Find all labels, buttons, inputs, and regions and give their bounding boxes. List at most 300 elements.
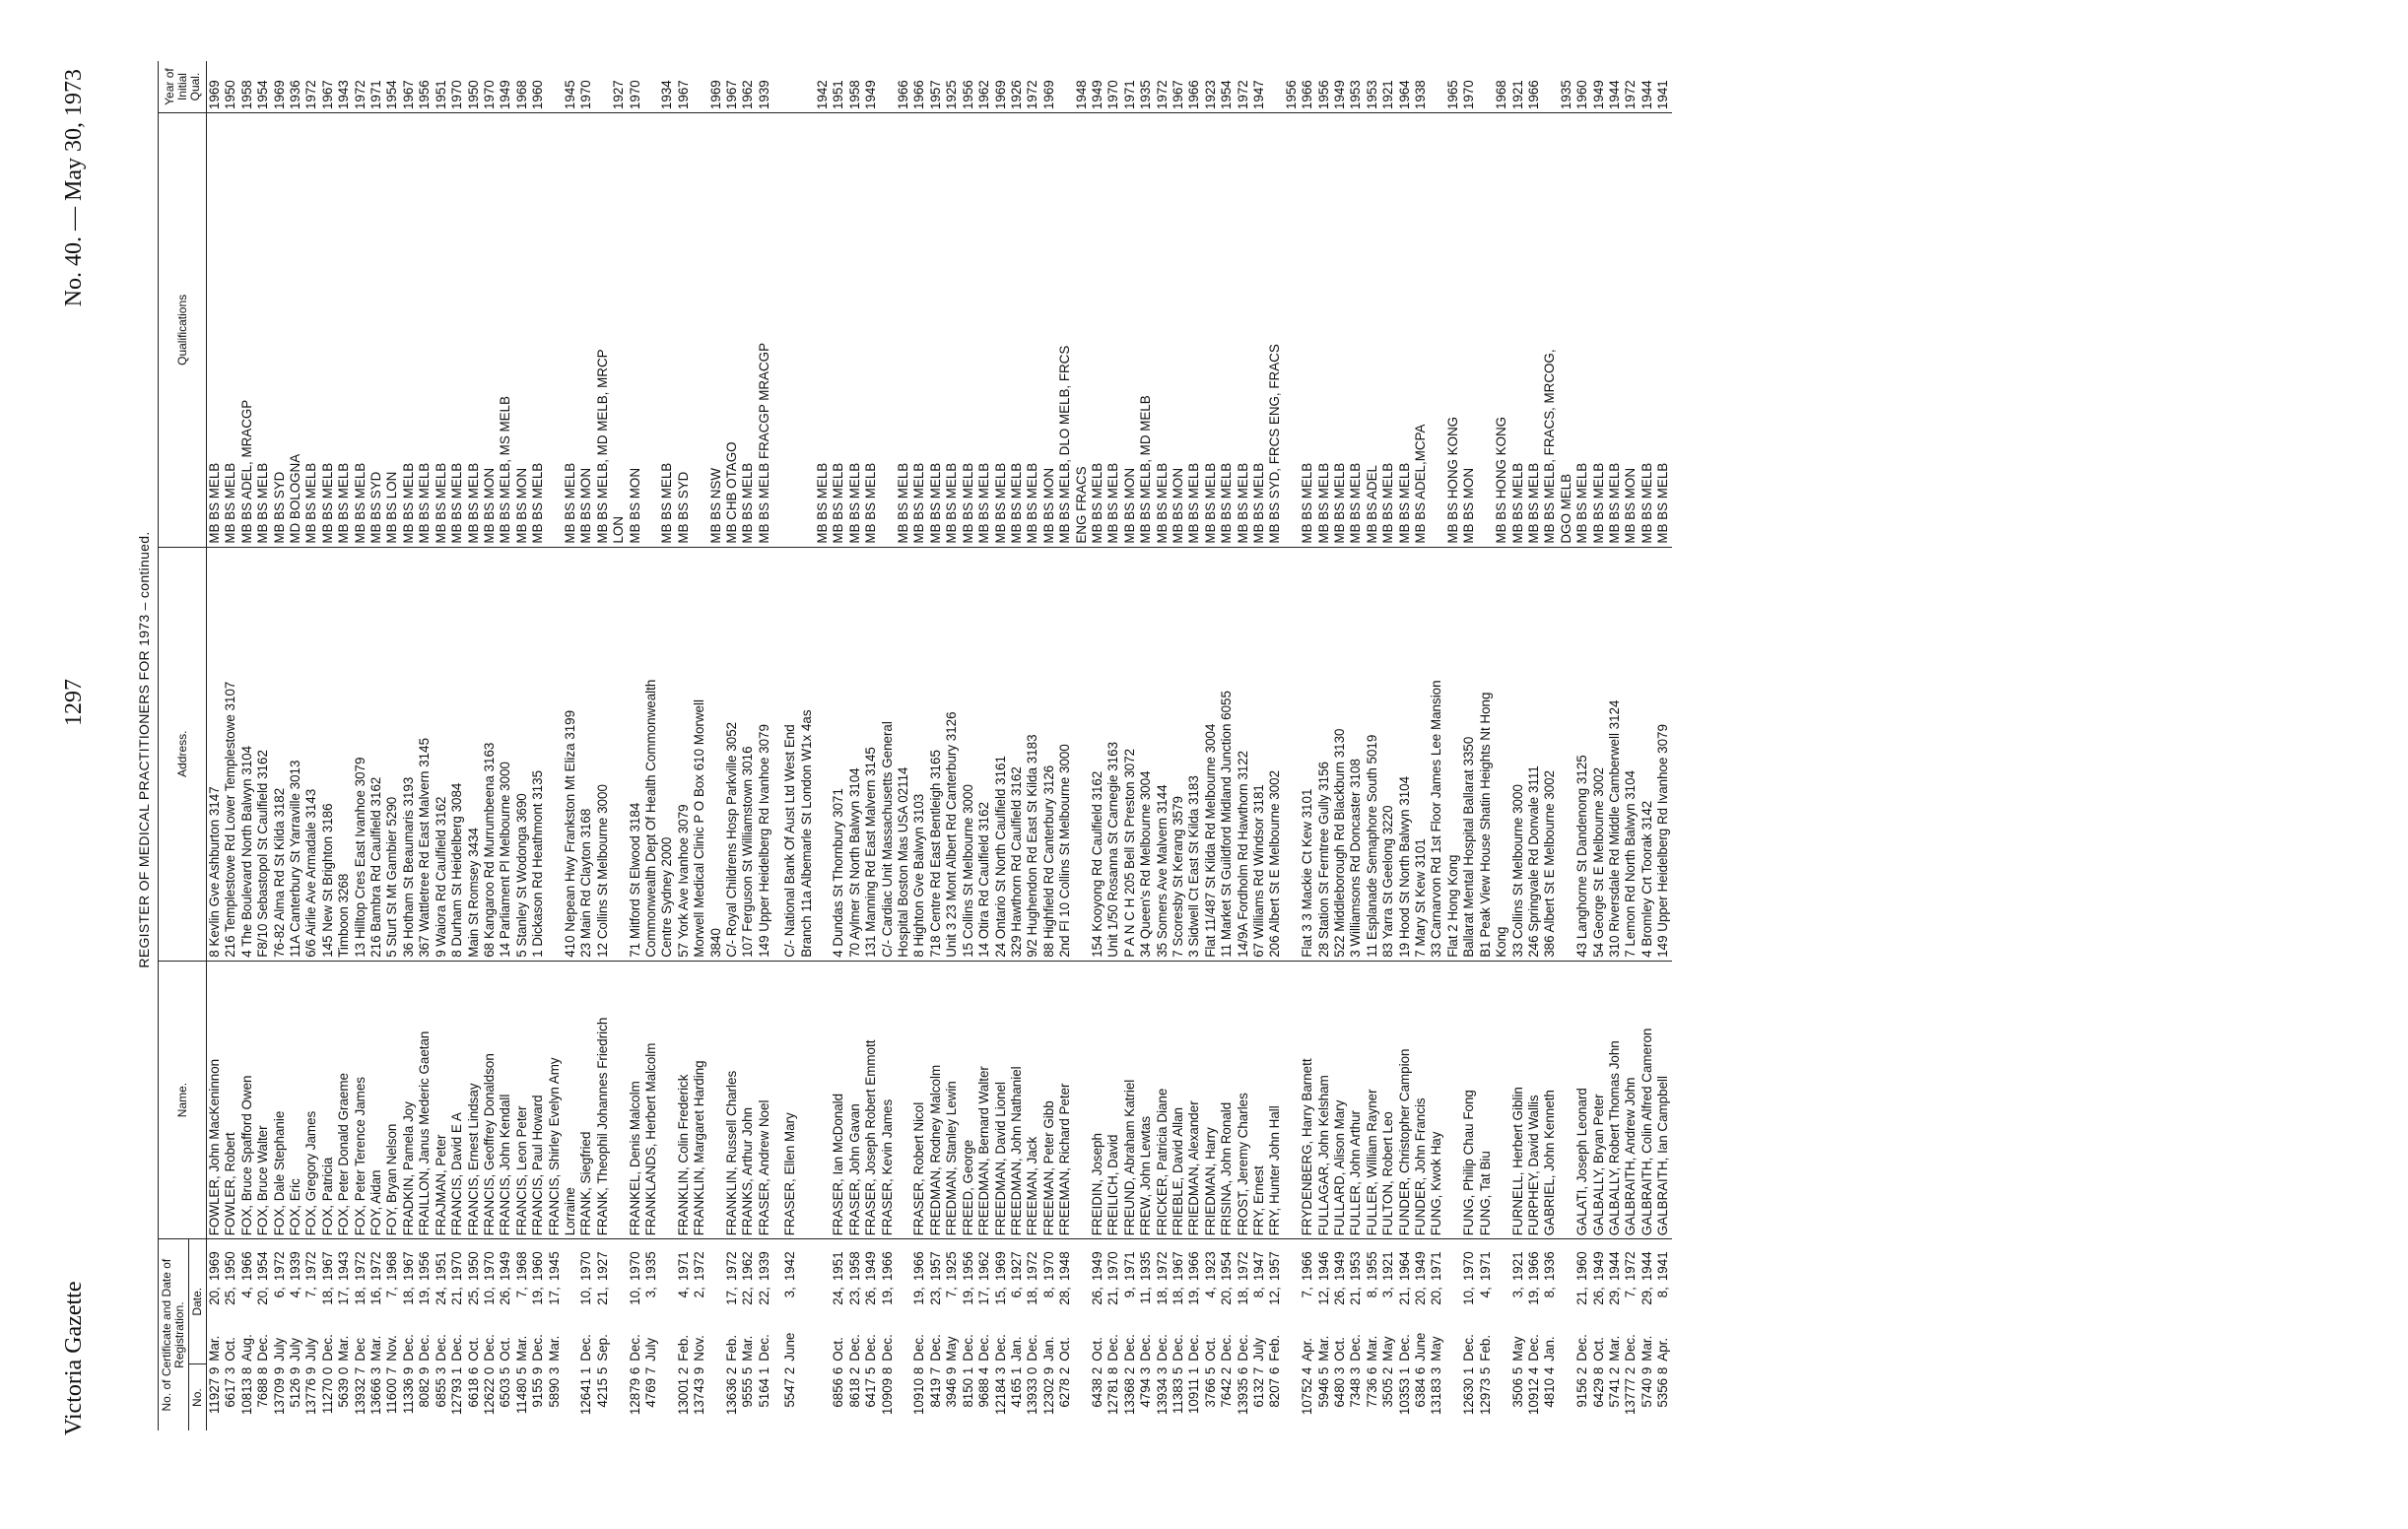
practitioner-name: FRANKLIN, Colin Frederick — [676, 961, 692, 1238]
certificate-number: 8207 6 — [1267, 1366, 1283, 1408]
registration-month: June — [1413, 1332, 1429, 1362]
initial-qualification-year: 1951 — [831, 61, 846, 113]
registration-year — [659, 1239, 675, 1284]
initial-qualification-year: 1956 — [961, 61, 976, 113]
initial-qualification-year: 1943 — [336, 61, 352, 113]
practitioner-qualifications — [1284, 113, 1300, 548]
table-row — [547, 61, 563, 1430]
practitioner-name: FRASER, Kevin James — [880, 961, 896, 1238]
certificate-number: 6618 6 — [465, 1366, 481, 1408]
registration-day: 18, — [1235, 1287, 1250, 1305]
table-row — [1332, 61, 1348, 1430]
initial-qualification-year: 1969 — [1041, 61, 1057, 113]
certificate-number: 13932 7 — [352, 1366, 368, 1416]
certificate-number: 6384 6 — [1413, 1366, 1429, 1408]
initial-qualification-year: 1950 — [466, 61, 482, 113]
registration-year: 1949 — [1332, 1251, 1348, 1282]
table-row — [1478, 61, 1494, 1430]
initial-qualification-year: 1969 — [207, 61, 224, 113]
practitioner-qualifications: MB BS MELB — [530, 113, 546, 548]
initial-qualification-year: 1941 — [1655, 61, 1671, 113]
registration-year: 1966 — [1186, 1251, 1202, 1282]
practitioner-name: GALBRAITH, Colin Alfred Cameron — [1639, 961, 1655, 1238]
practitioner-qualifications: MB BS MON — [1623, 113, 1639, 548]
registration-month: Mar. — [513, 1335, 529, 1362]
registration-year: 1972 — [271, 1251, 287, 1282]
registration-year: 1956 — [960, 1251, 975, 1282]
practitioner-qualifications: MB BS SYD — [272, 113, 288, 548]
practitioner-address: 71 Mitford St Elwood 3184 — [628, 547, 643, 961]
registration-day: 26, — [1332, 1287, 1348, 1305]
practitioner-qualifications: MB BS MELB — [1316, 113, 1332, 548]
registration-day: 17, — [336, 1287, 352, 1305]
registration-day: 7, — [1623, 1287, 1639, 1298]
certificate-number — [1445, 1364, 1461, 1430]
practitioner-qualifications: MB BS MON — [514, 113, 530, 548]
registration-year: 1949 — [1413, 1251, 1429, 1282]
registration-month: Dec. — [1396, 1334, 1412, 1362]
table-row — [961, 61, 976, 1430]
initial-qualification-year: 1958 — [239, 61, 255, 113]
practitioner-name: GALATI, Joseph Leonard — [1574, 961, 1590, 1238]
registration-day: 21, — [594, 1287, 610, 1305]
table-row — [1574, 61, 1590, 1430]
registration-month — [563, 1320, 578, 1364]
registration-month: Dec. — [255, 1334, 271, 1362]
practitioner-name: FRASER, Ian McDonald — [831, 961, 846, 1238]
table-row — [514, 61, 530, 1430]
registration-year: 1957 — [927, 1251, 943, 1282]
registration-year: 1966 — [911, 1251, 927, 1282]
practitioner-name: FRANKEL, Denis Malcolm — [628, 961, 643, 1238]
practitioner-address: 8 Durham St Heidelberg 3084 — [449, 547, 465, 961]
practitioner-name: FRASER, Andrew Noel — [757, 961, 772, 1238]
practitioner-address: 3 Sidwell Ct East St Kilda 3183 — [1186, 547, 1202, 961]
registration-month: Mar. — [740, 1335, 756, 1362]
certificate-number: 10910 8 — [911, 1366, 927, 1416]
practitioner-name: FULTON, Robert Leo — [1380, 961, 1396, 1238]
practitioner-name: FOY, Aidan — [368, 961, 384, 1238]
registration-year: 1967 — [319, 1251, 335, 1282]
registration-year: 1971 — [1429, 1251, 1444, 1282]
registration-year: 1970 — [1105, 1251, 1121, 1282]
certificate-number: 4215 5 — [594, 1366, 610, 1408]
initial-qualification-year: 1939 — [757, 61, 772, 113]
practitioner-qualifications: MB BS MELB — [1251, 113, 1267, 548]
certificate-number: 4810 4 — [1542, 1366, 1558, 1408]
certificate-number: 12641 1 — [578, 1366, 594, 1416]
registration-year: 1972 — [1154, 1251, 1170, 1282]
registration-year — [611, 1239, 627, 1284]
practitioner-address — [815, 547, 831, 961]
registration-year — [896, 1239, 911, 1284]
practitioner-name: FRANK, Siegfried — [578, 961, 594, 1238]
registration-day: 21, — [1396, 1287, 1412, 1305]
registration-month: Dec. — [992, 1334, 1008, 1362]
initial-qualification-year: 1972 — [1236, 61, 1251, 113]
practitioner-address: 7 Mary St Kew 3101 — [1413, 547, 1429, 961]
certificate-number: 6856 6 — [831, 1366, 846, 1408]
table-row — [239, 61, 255, 1430]
practitioner-address: 36 Hotham St Beaumaris 3193 — [401, 547, 417, 961]
practitioner-name: FRASER, John Gavan — [847, 961, 863, 1238]
practitioner-qualifications: LON — [611, 113, 627, 548]
registration-day: 9, — [1121, 1287, 1137, 1298]
registration-month: Mar. — [1315, 1335, 1331, 1362]
table-row — [1639, 61, 1655, 1430]
registration-day: 15, — [992, 1287, 1008, 1305]
registration-year — [1559, 1239, 1574, 1284]
registration-day: 18, — [1170, 1287, 1185, 1305]
registration-month — [1284, 1320, 1300, 1364]
practitioner-qualifications: MB BS MELB — [944, 113, 960, 548]
certificate-number: 6278 2 — [1057, 1366, 1073, 1408]
registration-month: Mar. — [368, 1335, 384, 1362]
table-row — [1155, 61, 1171, 1430]
practitioner-name: FUNDER, Christopher Campion — [1397, 961, 1413, 1238]
registration-year: 1949 — [1089, 1251, 1104, 1282]
registration-year: 1954 — [255, 1251, 271, 1282]
registration-day: 20, — [207, 1287, 222, 1305]
practitioner-qualifications: MB BS MELB, MD MELB, MRCP — [595, 113, 611, 548]
registration-year: 1921 — [1380, 1251, 1396, 1282]
practitioner-name: FOY, Bryan Nelson — [384, 961, 400, 1238]
practitioner-qualifications: MB BS MELB — [911, 113, 927, 548]
practitioner-address: 131 Manning Rd East Malvern 3145 — [863, 547, 879, 961]
practitioner-qualifications: MB BS MELB, MS MELB — [498, 113, 513, 548]
registration-month: July — [288, 1337, 303, 1362]
practitioner-address: 522 Middleborough Rd Blackburn 3130 — [1332, 547, 1348, 961]
registration-day: 19, — [960, 1287, 975, 1305]
initial-qualification-year: 1962 — [740, 61, 756, 113]
table-row — [782, 61, 798, 1430]
registration-year: 1966 — [879, 1251, 895, 1282]
initial-qualification-year: 1970 — [1105, 61, 1121, 113]
registration-month: Mar. — [207, 1335, 222, 1362]
registration-month: Mar. — [546, 1335, 562, 1362]
registration-month: Dec. — [433, 1334, 448, 1362]
registration-month — [815, 1320, 831, 1364]
table-row — [1397, 61, 1413, 1430]
certificate-number: 12879 6 — [627, 1366, 642, 1416]
practitioner-name: FULLER, William Rayner — [1365, 961, 1380, 1238]
registration-day: 8, — [1251, 1287, 1266, 1298]
practitioner-address: 76-82 Alma Rd St Kilda 3182 — [272, 547, 288, 961]
registration-day — [815, 1284, 831, 1320]
registration-month: Oct. — [465, 1337, 481, 1362]
registration-year: 1935 — [1138, 1251, 1154, 1282]
registration-day: 12, — [1267, 1287, 1283, 1305]
registration-month: Dec. — [1170, 1334, 1185, 1362]
registration-day: 10, — [627, 1287, 642, 1305]
table-row — [1122, 61, 1138, 1430]
table-row — [384, 61, 400, 1430]
registration-month: May — [944, 1336, 960, 1362]
table-row — [708, 61, 724, 1430]
certificate-number: 12630 1 — [1461, 1366, 1477, 1416]
practitioner-qualifications: MB BS SYD — [676, 113, 692, 548]
certificate-number: 11480 5 — [513, 1366, 529, 1415]
table-row — [1025, 61, 1040, 1430]
registration-year: 1943 — [336, 1251, 352, 1282]
registration-day: 19, — [911, 1287, 927, 1305]
initial-qualification-year: 1934 — [659, 61, 675, 113]
registration-day: 29, — [1639, 1287, 1654, 1305]
practitioner-address: 8 Kevlin Gve Ashburton 3147 — [207, 547, 224, 961]
practitioner-name: FROST, Jeremy Charles — [1236, 961, 1251, 1238]
registration-day: 20, — [1413, 1287, 1429, 1305]
certificate-number: 7736 6 — [1364, 1366, 1379, 1408]
initial-qualification-year: 1969 — [993, 61, 1009, 113]
initial-qualification-year: 1956 — [417, 61, 433, 113]
initial-qualification-year: 1967 — [724, 61, 740, 113]
practitioner-qualifications: MB BS SYD, FRCS ENG, FRACS — [1267, 113, 1283, 548]
certificate-number: 10911 1 — [1186, 1366, 1202, 1415]
practitioner-qualifications: MB BS MELB — [563, 113, 578, 548]
table-row — [336, 61, 352, 1430]
practitioner-qualifications: MB BS MELB — [207, 113, 224, 548]
issue-date: No. 40. — May 30, 1973 — [61, 69, 87, 307]
registration-year: 1942 — [782, 1251, 798, 1282]
practitioner-address: Centre Sydney 2000 — [659, 547, 675, 961]
registration-year: 1972 — [1623, 1251, 1639, 1282]
initial-qualification-year: 1921 — [1510, 61, 1526, 113]
table-row — [466, 61, 482, 1430]
practitioner-name: FREIDIN, Joseph — [1090, 961, 1105, 1238]
certificate-number: 12184 3 — [992, 1366, 1008, 1416]
certificate-number: 6503 5 — [498, 1366, 513, 1408]
registration-day: 20, — [1429, 1287, 1444, 1305]
practitioner-qualifications: MB BS MELB, MD MELB — [1138, 113, 1154, 548]
initial-qualification-year: 1960 — [530, 61, 546, 113]
certificate-number: 13183 3 — [1429, 1366, 1444, 1416]
practitioner-qualifications: MB BS MELB — [1510, 113, 1526, 548]
table-row — [449, 61, 465, 1430]
certificate-number: 13935 6 — [1235, 1366, 1250, 1416]
registration-day — [1494, 1284, 1509, 1320]
practitioner-name: FOX, Bruce Walter — [255, 961, 271, 1238]
practitioner-name: FOX, Eric — [288, 961, 303, 1238]
practitioner-address: 13 Hilltop Cres East Ivanhoe 3079 — [353, 547, 368, 961]
initial-qualification-year: 1956 — [1284, 61, 1300, 113]
practitioner-qualifications: MB BS MELB — [1348, 113, 1364, 548]
table-row — [1171, 61, 1186, 1430]
initial-qualification-year — [643, 61, 659, 113]
initial-qualification-year: 1962 — [976, 61, 992, 113]
registration-month: Mar. — [1639, 1335, 1654, 1362]
practitioner-address: 11 Esplanade Semaphore South 5019 — [1365, 547, 1380, 961]
practitioner-qualifications: MB BS MELB — [659, 113, 675, 548]
registration-day: 25, — [465, 1287, 481, 1305]
initial-qualification-year: 1967 — [401, 61, 417, 113]
registration-month: Mar. — [1606, 1335, 1622, 1362]
certificate-number: 5639 0 — [336, 1366, 352, 1408]
practitioner-name: FOX, Dale Stephanie — [272, 961, 288, 1238]
practitioner-name: FREEMAN, Richard Peter — [1057, 961, 1073, 1238]
practitioner-address: 145 New St Brighton 3186 — [320, 547, 336, 961]
table-row — [757, 61, 772, 1430]
practitioner-qualifications: MB BS MELB — [1380, 113, 1396, 548]
registration-month: Mar. — [336, 1335, 352, 1362]
practitioner-address: 11 Market St Guildford Midland Junction 6055 — [1219, 547, 1235, 961]
registration-day: 18, — [1154, 1287, 1170, 1305]
table-row — [417, 61, 433, 1430]
practitioner-name — [896, 961, 911, 1238]
practitioner-qualifications: MB BS MELB — [223, 113, 238, 548]
registration-year — [799, 1239, 815, 1284]
practitioner-address — [1074, 547, 1090, 961]
certificate-number: 8082 9 — [417, 1366, 433, 1408]
table-row — [1445, 61, 1461, 1430]
certificate-number: 8150 1 — [960, 1366, 975, 1408]
certificate-number: 5890 3 — [546, 1366, 562, 1408]
registration-month: Oct. — [1057, 1337, 1073, 1362]
registration-day: 8, — [1364, 1287, 1379, 1298]
initial-qualification-year: 1954 — [384, 61, 400, 113]
initial-qualification-year: 1951 — [434, 61, 449, 113]
practitioner-address: Unit 1/50 Rosanna St Carnegie 3163 — [1105, 547, 1121, 961]
practitioner-qualifications: MB BS NSW — [708, 113, 724, 548]
practitioner-qualifications: MB BS MELB — [961, 113, 976, 548]
practitioner-address: 43 Langhorne St Dandenong 3125 — [1574, 547, 1590, 961]
table-row — [911, 61, 927, 1430]
certificate-number: 5741 2 — [1606, 1366, 1622, 1408]
registration-year: 1966 — [1525, 1251, 1541, 1282]
spacer-cell — [772, 1284, 782, 1320]
practitioner-qualifications — [692, 113, 707, 548]
initial-qualification-year: 1967 — [676, 61, 692, 113]
registration-year: 1944 — [1639, 1251, 1654, 1282]
registration-year: 1971 — [1477, 1251, 1493, 1282]
registration-year: 1969 — [992, 1251, 1008, 1282]
registration-month: Dec. — [578, 1334, 594, 1362]
table-row — [1219, 61, 1235, 1430]
table-row — [1186, 61, 1202, 1430]
initial-qualification-year: 1966 — [896, 61, 911, 113]
registration-day: 22, — [740, 1287, 756, 1305]
practitioner-qualifications: MB BS MELB — [1639, 113, 1655, 548]
registration-month: Jan. — [1008, 1336, 1024, 1362]
certificate-number: 3506 5 — [1509, 1366, 1525, 1408]
certificate-number: 7688 8 — [255, 1366, 271, 1408]
registration-day: 19, — [1525, 1287, 1541, 1305]
registration-month: Sep. — [594, 1334, 610, 1362]
practitioner-name: FRANKLANDS, Herbert Malcolm — [643, 961, 659, 1238]
table-row — [863, 61, 879, 1430]
initial-qualification-year — [595, 61, 611, 113]
registration-month: Dec. — [1154, 1334, 1170, 1362]
practitioner-name — [1284, 961, 1300, 1238]
table-row — [993, 61, 1009, 1430]
practitioner-name — [611, 961, 627, 1238]
certificate-number: 12302 9 — [1040, 1366, 1056, 1416]
practitioner-address: 3840 — [708, 547, 724, 961]
initial-qualification-year: 1968 — [1494, 61, 1509, 113]
registration-month: Dec. — [1525, 1334, 1541, 1362]
practitioner-qualifications: MB BS MELB — [928, 113, 944, 548]
practitioner-qualifications: MB BS MELB — [336, 113, 352, 548]
registration-month: Oct. — [831, 1337, 846, 1362]
table-row — [1348, 61, 1364, 1430]
practitioner-address: B1 Peak View House Shatin Heights Nt Hong — [1478, 547, 1494, 961]
registration-year: 1972 — [352, 1251, 368, 1282]
certificate-number: 3505 2 — [1380, 1366, 1396, 1408]
page-number: 1297 — [61, 679, 87, 726]
registration-month: Dec. — [417, 1334, 433, 1362]
registration-month: Dec. — [1105, 1334, 1121, 1362]
registration-month — [1494, 1320, 1509, 1364]
certificate-number — [1494, 1364, 1509, 1430]
practitioner-address: Commonwealth Dept Of Health Commonwealth — [643, 547, 659, 961]
initial-qualification-year: 1972 — [303, 61, 319, 113]
registration-year: 1957 — [1267, 1251, 1283, 1282]
practitioner-address: 7 Lemon Rd North Balwyn 3104 — [1623, 547, 1639, 961]
certificate-number: 11383 5 — [1170, 1366, 1185, 1415]
certificate-number: 10909 8 — [879, 1366, 895, 1416]
practitioner-name: GABRIEL, John Kenneth — [1542, 961, 1558, 1238]
registration-year — [563, 1239, 578, 1284]
practitioner-address: 23 Main Rd Clayton 3168 — [578, 547, 594, 961]
registration-day: 3, — [1380, 1287, 1396, 1298]
registration-month: Dec. — [481, 1334, 497, 1362]
table-row — [272, 61, 288, 1430]
registration-year: 1949 — [863, 1251, 879, 1282]
registration-month: Dec — [352, 1337, 368, 1362]
practitioner-qualifications — [799, 113, 815, 548]
initial-qualification-year: 1970 — [482, 61, 498, 113]
registration-year — [1445, 1239, 1461, 1284]
registration-year: 1971 — [675, 1251, 691, 1282]
certificate-number: 11270 0 — [319, 1366, 335, 1415]
table-row — [1559, 61, 1574, 1430]
qualifications-header: Qualifications — [159, 113, 207, 548]
initial-qualification-year: 1954 — [255, 61, 271, 113]
certificate-number: 13666 3 — [368, 1366, 384, 1416]
gazette-title: Victoria Gazette — [61, 1281, 87, 1435]
registration-day: 10, — [1461, 1287, 1477, 1305]
registration-month: Jan. — [1542, 1336, 1558, 1362]
practitioner-name: FRIEBLE, David Allan — [1171, 961, 1186, 1238]
practitioner-name — [708, 961, 724, 1238]
registration-year: 1970 — [578, 1251, 594, 1282]
practitioner-qualifications: MB BS MELB — [1526, 113, 1542, 548]
registration-year: 1970 — [627, 1251, 642, 1282]
certificate-number: 11927 9 — [207, 1366, 222, 1415]
practitioner-qualifications: MB BS MELB, FRACS, MRCOG, — [1542, 113, 1558, 548]
registration-day — [1559, 1284, 1574, 1320]
practitioner-address: 67 Williams Rd Windsor 3181 — [1251, 547, 1267, 961]
initial-qualification-year — [880, 61, 896, 113]
certificate-number: 9155 9 — [530, 1366, 546, 1408]
registration-month: Dec. — [1121, 1334, 1137, 1362]
practitioner-qualifications: MB BS ADEL, MRACGP — [239, 113, 255, 548]
certificate-number: 9555 5 — [740, 1366, 756, 1408]
practitioner-qualifications: MB BS MELB — [1591, 113, 1607, 548]
certificate-number: 12622 0 — [481, 1366, 497, 1416]
registration-year: 1969 — [207, 1251, 222, 1282]
registration-day: 8, — [1655, 1287, 1671, 1298]
registration-year: 1970 — [1461, 1251, 1477, 1282]
practitioner-qualifications: MB BS MELB — [1219, 113, 1235, 548]
practitioner-qualifications: MD BOLOGNA — [288, 113, 303, 548]
practitioner-address: 28 Station St Ferntree Gully 3156 — [1316, 547, 1332, 961]
practitioner-address: Unit 3 23 Mont Albert Rd Canterbury 3126 — [944, 547, 960, 961]
table-row — [434, 61, 449, 1430]
table-row — [1429, 61, 1444, 1430]
practitioner-name: FREDMAN, Rodney Malcolm — [928, 961, 944, 1238]
registration-month: Dec. — [400, 1334, 416, 1362]
registration-month: July — [642, 1337, 658, 1362]
